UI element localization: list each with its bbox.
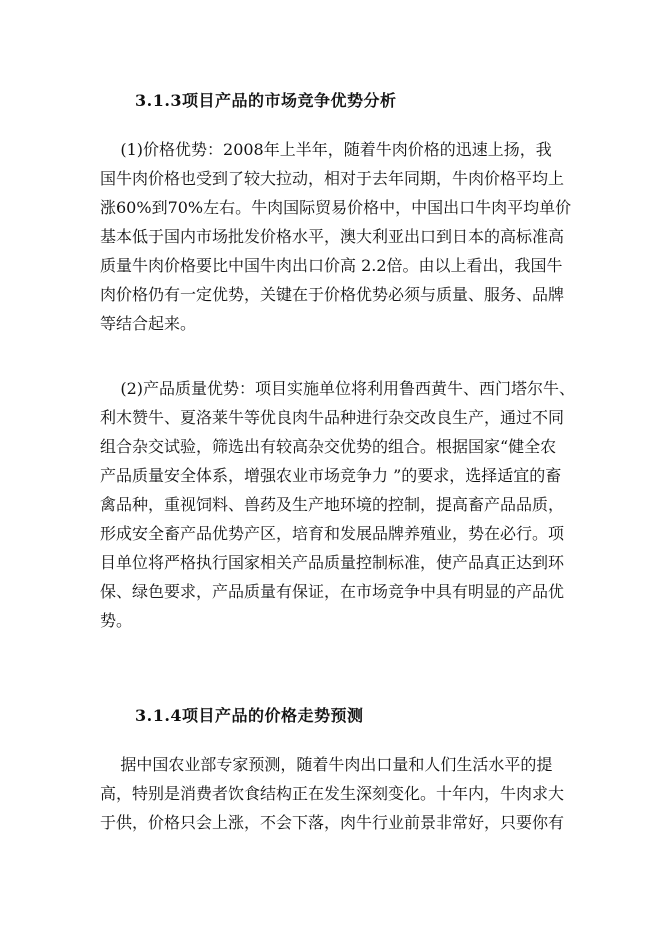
text-line: (2)产品质量优势：项目实施单位将利用鲁西黄牛、西门塔尔牛、: [100, 379, 576, 398]
section-heading-3-1-4: 3.1.4项目产品的价格走势预测: [135, 706, 364, 725]
text-line: 组合杂交试验，筛选出有较高杂交优势的组合。根据国家“健全农: [100, 437, 557, 456]
text-line: 质量牛肉价格要比中国牛肉出口价高 2.2倍。由以上看出，我国牛: [100, 256, 563, 275]
text-line: 产品质量安全体系，增强农业市场竞争力 ”的要求，选择适宜的畜: [100, 466, 562, 485]
paragraph-price-advantage: [100, 135, 572, 338]
text-line: 高，特别是消费者饮食结构正在发生深刻变化。十年内，牛肉求大: [100, 784, 565, 803]
text-line: 于供，价格只会上涨，不会下落，肉牛行业前景非常好，只要你有: [100, 813, 565, 832]
text-line: 肉价格仍有一定优势，关键在于价格优势必须与质量、服务、品牌: [100, 285, 565, 304]
text-line: 目单位将严格执行国家相关产品质量控制标准，使产品真正达到环: [100, 553, 565, 572]
text-line: 势。: [100, 611, 133, 630]
section-heading-3-1-3: 3.1.3项目产品的市场竞争优势分析: [135, 91, 397, 110]
paragraph-price-forecast: [100, 750, 565, 837]
text-line: 基本低于国内市场批发价格水平，澳大利亚出口到日本的高标准高: [100, 227, 565, 246]
text-line: 保、绿色要求，产品质量有保证，在市场竞争中具有明显的产品优: [100, 582, 565, 601]
text-line: 据中国农业部专家预测，随着牛肉出口量和人们生活水平的提: [100, 755, 553, 774]
text-line: 等结合起来。: [100, 314, 197, 333]
text-line: 利木赞牛、夏洛莱牛等优良肉牛品种进行杂交改良生产，通过不同: [100, 408, 565, 427]
text-line: 涨60%到70%左右。牛肉国际贸易价格中，中国出口牛肉平均单价: [100, 198, 572, 217]
paragraph-quality-advantage: [100, 374, 576, 635]
text-line: 禽品种，重视饲料、兽药及生产地环境的控制，提高畜产品品质，: [100, 495, 565, 514]
text-line: 国牛肉价格也受到了较大拉动，相对于去年同期，牛肉价格平均上: [100, 169, 565, 188]
text-line: 形成安全畜产品优势产区，培育和发展品牌养殖业，势在必行。项: [100, 524, 565, 543]
text-line: (1)价格优势：2008年上半年，随着牛肉价格的迅速上扬，我: [100, 140, 552, 159]
